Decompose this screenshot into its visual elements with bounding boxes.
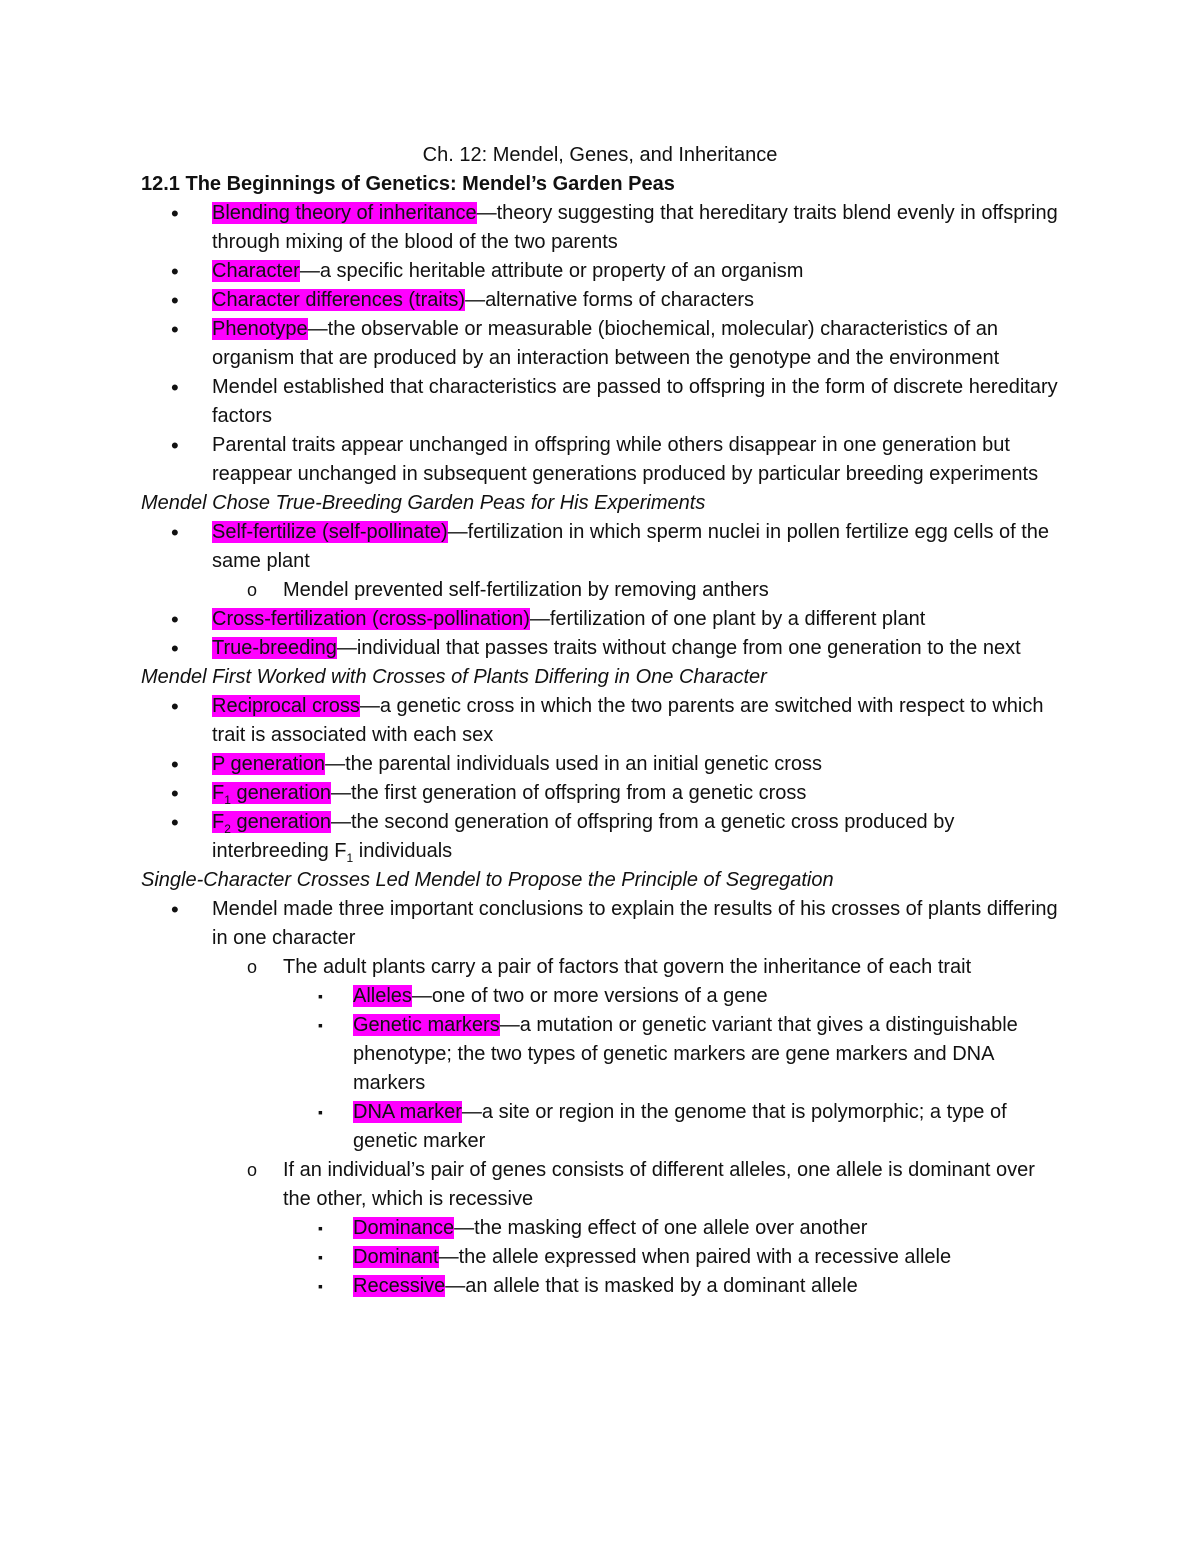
definition-text: —individual that passes traits without change from one generation to the next: [336, 637, 1021, 659]
bullet-icon: •: [171, 375, 179, 400]
definition-text: —a site or region in the genome that is polymorphic; a type of genetic marker: [353, 1101, 1007, 1152]
term-suffix: generation: [230, 782, 331, 804]
square-bullet-icon: ▪: [318, 1104, 323, 1120]
highlighted-term: Dominance: [353, 1217, 455, 1239]
list-item: [141, 576, 1061, 605]
circle-bullet-icon: o: [247, 1160, 258, 1180]
highlighted-term: Genetic markers: [353, 1014, 500, 1036]
highlighted-term: [212, 782, 331, 807]
bullet-icon: •: [171, 810, 179, 835]
definition-text: —alternative forms of characters: [465, 289, 755, 311]
definition-text: —fertilization in which sperm nuclei in pollen fertilize egg cells of the same plant: [212, 521, 1050, 572]
highlighted-term: True-breeding: [212, 637, 337, 659]
highlighted-term: Cross-fertilization (cross-pollination): [212, 608, 530, 630]
definition-text: —the first generation of offspring from a genetic cross: [330, 782, 807, 804]
term-prefix: F: [212, 782, 225, 804]
highlighted-term: Blending theory of inheritance: [212, 202, 477, 224]
definition-text: —an allele that is masked by a dominant allele: [445, 1275, 858, 1297]
highlighted-term: Phenotype: [212, 318, 308, 340]
highlighted-term: Character differences (traits): [212, 289, 466, 311]
list-item: [141, 373, 1061, 431]
term-prefix: F: [212, 811, 225, 833]
list-item: [141, 518, 1061, 576]
list-text: Mendel made three important conclusions to explain the results of his crosses of plants differing in one character: [212, 898, 1058, 949]
list-text: The adult plants carry a pair of factors that govern the inheritance of each trait: [283, 956, 972, 978]
bullet-icon: •: [171, 897, 179, 922]
square-bullet-icon: ▪: [318, 1249, 323, 1265]
highlighted-term: Character: [212, 260, 300, 282]
subheading: Single-Character Crosses Led Mendel to Propose the Principle of Segregation: [141, 869, 834, 891]
list-text: Parental traits appear unchanged in offspring while others disappear in one generation but reappear unchanged in subsequent generations produced by particular breeding experiments: [212, 434, 1039, 485]
square-bullet-icon: ▪: [318, 1278, 323, 1294]
bullet-icon: •: [171, 259, 179, 284]
list-item: [141, 1098, 1061, 1156]
bullet-icon: •: [171, 636, 179, 661]
bullet-icon: •: [171, 752, 179, 777]
highlighted-term: DNA marker: [353, 1101, 462, 1123]
list-item: [141, 1214, 1061, 1243]
list-item: [141, 808, 1061, 866]
list-item: [141, 605, 1061, 634]
subscript: 2: [224, 822, 231, 836]
list-item: [141, 286, 1061, 315]
list-item: [141, 953, 1061, 982]
bullet-icon: •: [171, 694, 179, 719]
square-bullet-icon: ▪: [318, 1017, 323, 1033]
document-body: [141, 170, 1061, 1301]
list-item: [141, 257, 1061, 286]
highlighted-term: P generation: [212, 753, 326, 775]
subscript: 1: [224, 793, 231, 807]
list-item: [141, 1243, 1061, 1272]
circle-bullet-icon: o: [247, 580, 258, 600]
list-item: [141, 199, 1061, 257]
definition-text: —a mutation or genetic variant that gives a distinguishable phenotype; the two types of genetic markers are gene markers and DNA markers: [353, 1014, 1018, 1094]
list-item: [141, 1156, 1061, 1214]
definition-text: —the allele expressed when paired with a recessive allele: [438, 1246, 952, 1268]
highlighted-term: Dominant: [353, 1246, 439, 1268]
highlighted-term: Alleles: [353, 985, 412, 1007]
definition-text: —the parental individuals used in an initial genetic cross: [325, 753, 823, 775]
bullet-icon: •: [171, 201, 179, 226]
section-heading: 12.1 The Beginnings of Genetics: Mendel’s Garden Peas: [141, 173, 675, 195]
highlighted-term: Reciprocal cross: [212, 695, 360, 717]
list-item: [141, 895, 1061, 953]
bullet-icon: •: [171, 317, 179, 342]
list-item: [141, 1272, 1061, 1301]
list-item: [141, 750, 1061, 779]
definition-text: —a specific heritable attribute or property of an organism: [299, 260, 804, 282]
highlighted-term: Recessive: [353, 1275, 446, 1297]
definition-text: —theory suggesting that hereditary traits blend evenly in offspring through mixing of the blood of the two parents: [212, 202, 1058, 253]
list-item: [141, 1011, 1061, 1098]
subheading: Mendel First Worked with Crosses of Plants Differing in One Character: [141, 666, 767, 688]
list-item: [141, 634, 1061, 663]
term-suffix: generation: [230, 811, 331, 833]
list-text: Mendel prevented self-fertilization by removing anthers: [283, 579, 769, 601]
bullet-icon: •: [171, 781, 179, 806]
bullet-icon: •: [171, 607, 179, 632]
bullet-icon: •: [171, 520, 179, 545]
definition-text: —the masking effect of one allele over another: [454, 1217, 868, 1239]
list-item: [141, 982, 1061, 1011]
subscript: 1: [346, 851, 354, 865]
square-bullet-icon: ▪: [318, 988, 323, 1004]
list-text: If an individual’s pair of genes consists of different alleles, one allele is dominant over the other, which is recessive: [283, 1159, 1035, 1210]
definition-text: —one of two or more versions of a gene: [411, 985, 768, 1007]
list-item: [141, 315, 1061, 373]
document-title: Ch. 12: Mendel, Genes, and Inheritance: [422, 144, 778, 166]
list-item: [141, 692, 1061, 750]
list-text: Mendel established that characteristics are passed to offspring in the form of discrete hereditary factors: [212, 376, 1058, 427]
bullet-icon: •: [171, 433, 179, 458]
bullet-icon: •: [171, 288, 179, 313]
definition-text: —fertilization of one plant by a different plant: [529, 608, 926, 630]
highlighted-term: Self-fertilize (self-pollinate): [212, 521, 448, 543]
subheading: Mendel Chose True-Breeding Garden Peas for His Experiments: [141, 492, 706, 514]
square-bullet-icon: ▪: [318, 1220, 323, 1236]
highlighted-term: [212, 811, 331, 836]
definition-text: —a genetic cross in which the two parents are switched with respect to which trait is associated with each sex: [212, 695, 1044, 746]
definition-text-end: individuals: [353, 840, 453, 862]
list-item: [141, 779, 1061, 808]
circle-bullet-icon: o: [247, 957, 258, 977]
definition-text: —the observable or measurable (biochemical, molecular) characteristics of an organism that are produced by an interaction between the genotype and the environment: [212, 318, 1000, 369]
definition-text: —the second generation of offspring from a genetic cross produced by interbreeding F: [212, 811, 955, 862]
list-item: [141, 431, 1061, 489]
